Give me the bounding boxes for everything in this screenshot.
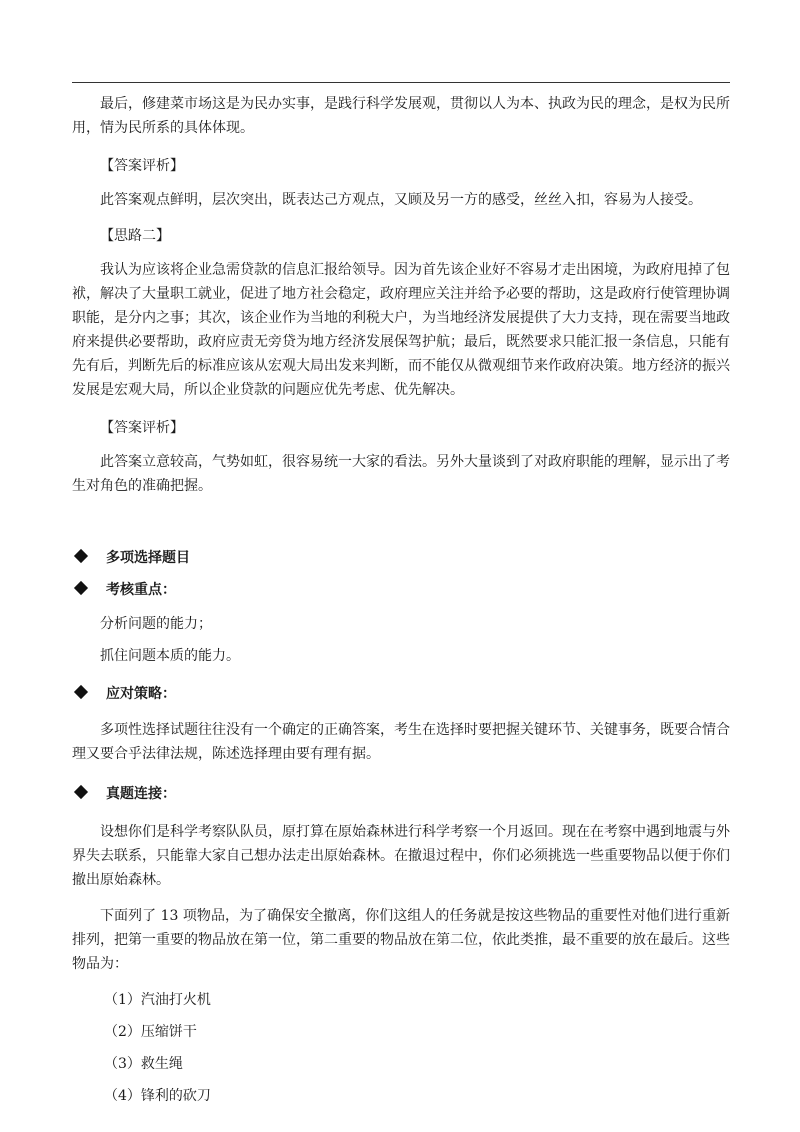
document-body — [72, 92, 730, 1108]
diamond-bullet-icon — [74, 549, 88, 563]
section-title: 多项选择题目 — [106, 550, 190, 566]
focus-item: 分析问题的能力； — [100, 616, 212, 632]
diamond-bullet-icon — [74, 685, 88, 699]
list-item: （4）锋利的砍刀 — [104, 1088, 211, 1104]
answer-eval-text-1: 此答案观点鲜明，层次突出，既表达己方观点，又顾及另一方的感受，丝丝入扣，容易为人接受。 — [100, 192, 702, 208]
diamond-bullet-icon — [74, 581, 88, 595]
strategy-heading — [72, 682, 730, 706]
focus-title: 考核重点： — [106, 582, 176, 598]
real-question-title: 真题连接： — [106, 786, 176, 802]
answer-eval-label-1: 【答案评析】 — [100, 158, 184, 174]
scenario-paragraph: 设想你们是科学考察队队员，原打算在原始森林进行科学考察一个月返回。现在在考察中遇到地震与外界失去联系，只能靠大家自己想办法走出原始森林。在撤退过程中，你们必须挑选一些重要物品以便于你们撤出原始森林。 — [72, 824, 730, 888]
focus-item: 抓住问题本质的能力。 — [100, 648, 240, 664]
strategy-title: 应对策略： — [106, 686, 176, 702]
header-rule — [72, 82, 730, 83]
list-item: （2）压缩饼干 — [104, 1024, 197, 1040]
answer-eval-text-2: 此答案立意较高，气势如虹，很容易统一大家的看法。另外大量谈到了对政府职能的理解，显示出了考生对角色的准确把握。 — [72, 454, 730, 494]
idea-two-label: 【思路二】 — [100, 228, 170, 244]
instructions-paragraph: 下面列了 13 项物品，为了确保安全撤离，你们这组人的任务就是按这些物品的重要性对他们进行重新排列，把第一重要的物品放在第一位，第二重要的物品放在第二位，依此类推，最不重要的放在最后。这些物品为： — [72, 908, 730, 972]
focus-heading — [72, 578, 730, 602]
strategy-paragraph: 多项性选择试题往往没有一个确定的正确答案，考生在选择时要把握关键环节、关键事务，既要合情合理又要合乎法律法规，陈述选择理由要有理有据。 — [72, 722, 730, 762]
answer-eval-label-2: 【答案评析】 — [100, 420, 184, 436]
real-question-heading — [72, 782, 730, 806]
conclusion-paragraph: 最后，修建菜市场这是为民办实事，是践行科学发展观，贯彻以人为本、执政为民的理念，是权为民所用，情为民所系的具体体现。 — [72, 96, 730, 136]
idea-two-text: 我认为应该将企业急需贷款的信息汇报给领导。因为首先该企业好不容易才走出困境，为政府甩掉了包袱，解决了大量职工就业，促进了地方社会稳定，政府理应关注并给予必要的帮助，这是政府行使管理协调职能，是分内之事；其次，该企业作为当地的利税大户，为当地经济发展提供了大力支持，现在需要当地政府来提供必要帮助，政府应责无旁贷为地方经济发展保驾护航；最后，既然要求只能汇报一条信息，只能有先有后，判断先后的标准应该从宏观大局出发来判断，而不能仅从微观细节来作政府决策。地方经济的振兴发展是宏观大局，所以企业贷款的问题应优先考虑、优先解决。 — [72, 262, 730, 398]
list-item: （1）汽油打火机 — [104, 992, 211, 1008]
list-item: （3）救生绳 — [104, 1056, 183, 1072]
diamond-bullet-icon — [74, 785, 88, 799]
section-heading — [72, 546, 730, 570]
